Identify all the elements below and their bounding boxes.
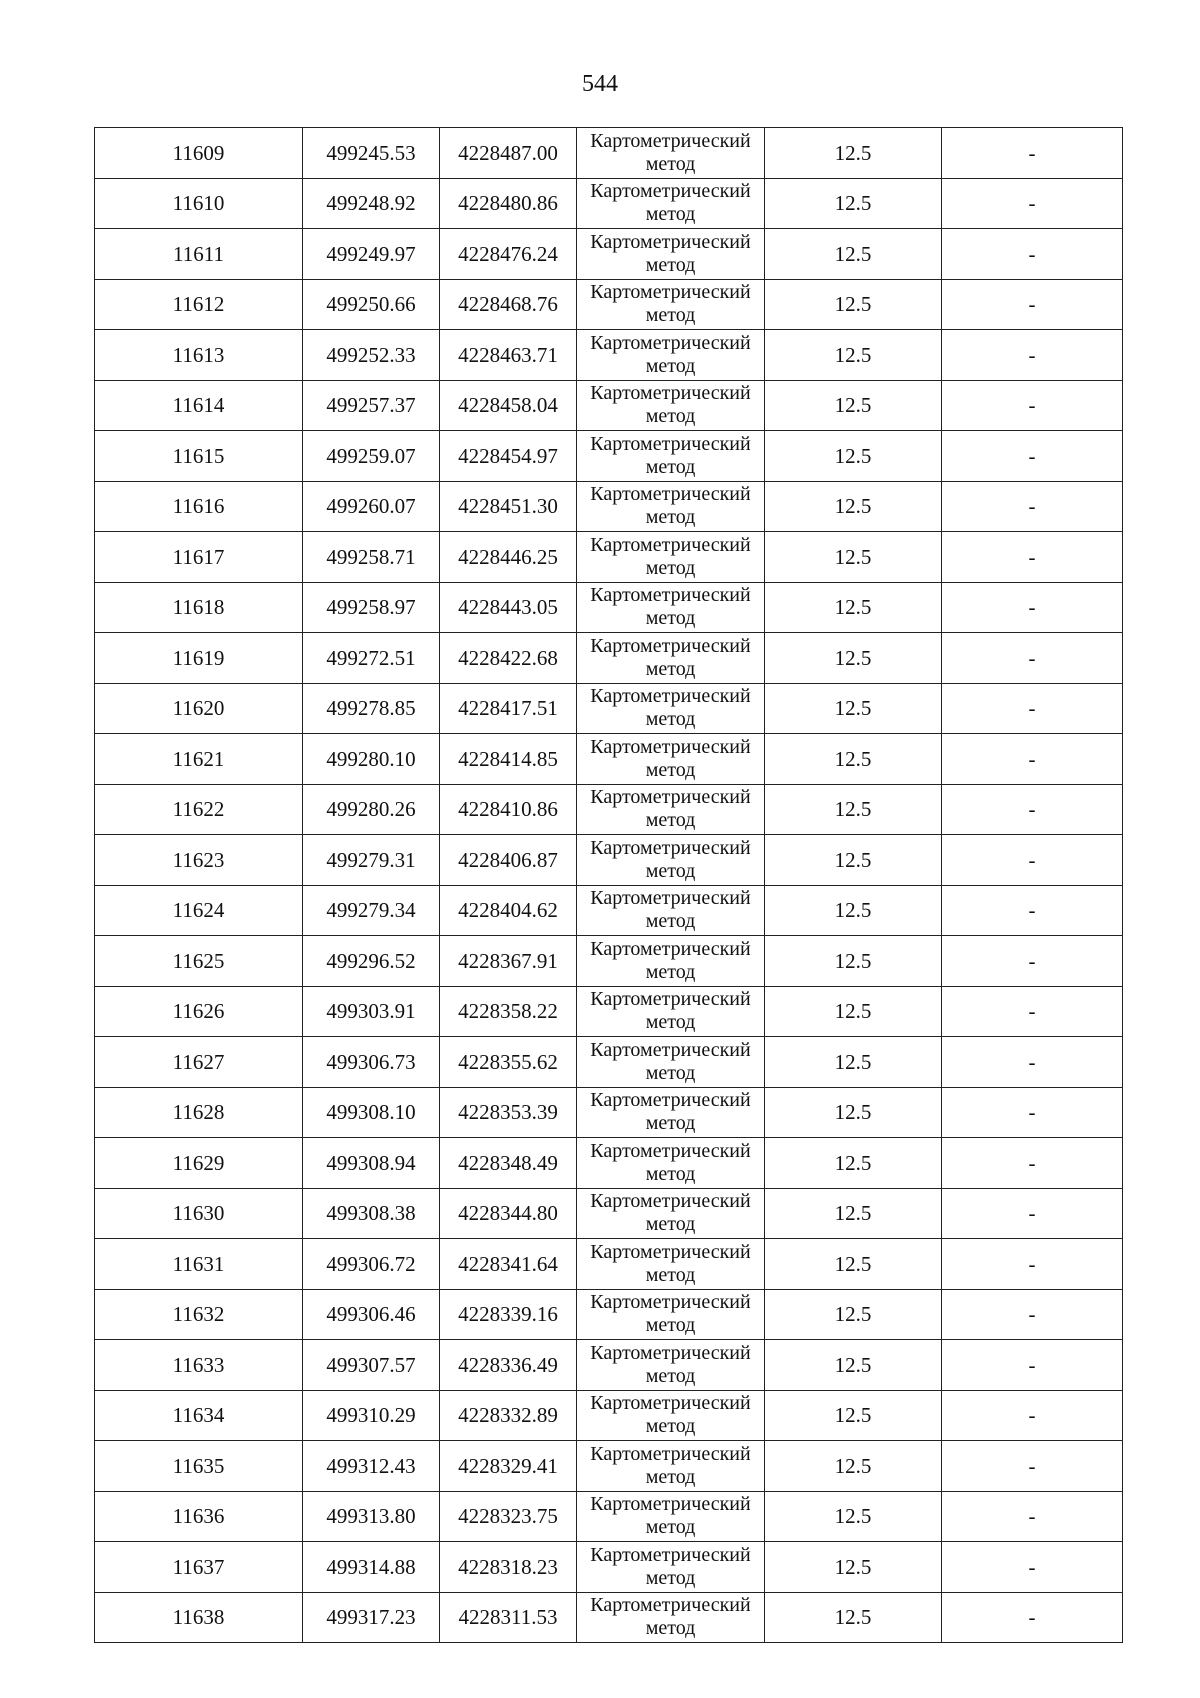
method-line-1: Картометрический (590, 735, 751, 758)
description-cell: - (942, 1037, 1123, 1088)
description-cell: - (942, 986, 1123, 1037)
point-number-cell: 11616 (95, 481, 303, 532)
x-coordinate-cell: 499313.80 (303, 1491, 440, 1542)
precision-cell: 12.5 (765, 835, 942, 886)
y-coordinate-cell: 4228339.16 (440, 1289, 577, 1340)
method-cell (577, 835, 765, 886)
table-row (95, 986, 1123, 1037)
y-coordinate-cell: 4228311.53 (440, 1592, 577, 1643)
method-cell (577, 279, 765, 330)
x-coordinate-cell: 499312.43 (303, 1441, 440, 1492)
table-row (95, 128, 1123, 179)
method-line-2: метод (645, 657, 696, 680)
precision-cell: 12.5 (765, 734, 942, 785)
table-row (95, 1239, 1123, 1290)
method-line-1: Картометрический (590, 685, 751, 708)
y-coordinate-cell: 4228443.05 (440, 582, 577, 633)
description-cell: - (942, 1289, 1123, 1340)
table-row (95, 835, 1123, 886)
method-line-1: Картометрический (590, 1038, 751, 1061)
x-coordinate-cell: 499260.07 (303, 481, 440, 532)
method-line-1: Картометрический (590, 1291, 751, 1314)
x-coordinate-cell: 499310.29 (303, 1390, 440, 1441)
x-coordinate-cell: 499307.57 (303, 1340, 440, 1391)
y-coordinate-cell: 4228404.62 (440, 885, 577, 936)
method-line-1: Картометрический (590, 382, 751, 405)
point-number-cell: 11636 (95, 1491, 303, 1542)
point-number-cell: 11611 (95, 229, 303, 280)
table-row (95, 279, 1123, 330)
method-line-1: Картометрический (590, 937, 751, 960)
x-coordinate-cell: 499308.38 (303, 1188, 440, 1239)
precision-cell: 12.5 (765, 1188, 942, 1239)
table-row (95, 481, 1123, 532)
method-line-2: метод (645, 253, 696, 276)
description-cell: - (942, 178, 1123, 229)
point-number-cell: 11624 (95, 885, 303, 936)
method-cell (577, 1441, 765, 1492)
method-line-2: метод (645, 1213, 696, 1236)
method-line-1: Картометрический (590, 331, 751, 354)
y-coordinate-cell: 4228348.49 (440, 1138, 577, 1189)
table-row (95, 784, 1123, 835)
table-row (95, 633, 1123, 684)
method-line-1: Картометрический (590, 483, 751, 506)
method-line-1: Картометрический (590, 129, 751, 152)
x-coordinate-cell: 499296.52 (303, 936, 440, 987)
page-number: 544 (582, 71, 618, 97)
y-coordinate-cell: 4228341.64 (440, 1239, 577, 1290)
method-line-1: Картометрический (590, 1543, 751, 1566)
method-line-1: Картометрический (590, 432, 751, 455)
method-line-2: метод (645, 203, 696, 226)
point-number-cell: 11634 (95, 1390, 303, 1441)
x-coordinate-cell: 499303.91 (303, 986, 440, 1037)
description-cell: - (942, 683, 1123, 734)
precision-cell: 12.5 (765, 128, 942, 179)
point-number-cell: 11610 (95, 178, 303, 229)
x-coordinate-cell: 499308.10 (303, 1087, 440, 1138)
precision-cell: 12.5 (765, 936, 942, 987)
method-cell (577, 1087, 765, 1138)
method-line-1: Картометрический (590, 1139, 751, 1162)
table-row (95, 582, 1123, 633)
method-cell (577, 1592, 765, 1643)
method-cell (577, 1289, 765, 1340)
table-row (95, 1390, 1123, 1441)
table-row (95, 431, 1123, 482)
description-cell: - (942, 279, 1123, 330)
point-number-cell: 11629 (95, 1138, 303, 1189)
method-cell (577, 1491, 765, 1542)
x-coordinate-cell: 499279.34 (303, 885, 440, 936)
table-row (95, 1592, 1123, 1643)
method-line-2: метод (645, 859, 696, 882)
precision-cell: 12.5 (765, 1491, 942, 1542)
x-coordinate-cell: 499308.94 (303, 1138, 440, 1189)
method-line-1: Картометрический (590, 988, 751, 1011)
method-cell (577, 128, 765, 179)
precision-cell: 12.5 (765, 683, 942, 734)
method-line-2: метод (645, 304, 696, 327)
method-line-1: Картометрический (590, 1594, 751, 1617)
precision-cell: 12.5 (765, 431, 942, 482)
method-line-1: Картометрический (590, 836, 751, 859)
point-number-cell: 11626 (95, 986, 303, 1037)
method-line-2: метод (645, 1566, 696, 1589)
method-line-2: метод (645, 455, 696, 478)
method-line-2: метод (645, 1263, 696, 1286)
description-cell: - (942, 936, 1123, 987)
method-line-2: метод (645, 1061, 696, 1084)
y-coordinate-cell: 4228367.91 (440, 936, 577, 987)
table-row (95, 229, 1123, 280)
table-row (95, 532, 1123, 583)
method-line-1: Картометрический (590, 786, 751, 809)
method-line-2: метод (645, 1465, 696, 1488)
method-line-1: Картометрический (590, 1442, 751, 1465)
table-row (95, 1340, 1123, 1391)
method-line-1: Картометрический (590, 1089, 751, 1112)
y-coordinate-cell: 4228318.23 (440, 1542, 577, 1593)
y-coordinate-cell: 4228487.00 (440, 128, 577, 179)
point-number-cell: 11623 (95, 835, 303, 886)
y-coordinate-cell: 4228329.41 (440, 1441, 577, 1492)
method-line-1: Картометрический (590, 1493, 751, 1516)
method-line-2: метод (645, 1364, 696, 1387)
y-coordinate-cell: 4228417.51 (440, 683, 577, 734)
table-row (95, 178, 1123, 229)
method-cell (577, 936, 765, 987)
table-row (95, 1188, 1123, 1239)
method-line-2: метод (645, 607, 696, 630)
table-row (95, 1542, 1123, 1593)
point-number-cell: 11618 (95, 582, 303, 633)
method-cell (577, 330, 765, 381)
precision-cell: 12.5 (765, 481, 942, 532)
method-cell (577, 481, 765, 532)
table-row (95, 734, 1123, 785)
precision-cell: 12.5 (765, 330, 942, 381)
y-coordinate-cell: 4228454.97 (440, 431, 577, 482)
description-cell: - (942, 633, 1123, 684)
method-line-2: метод (645, 506, 696, 529)
table-row (95, 1491, 1123, 1542)
description-cell: - (942, 532, 1123, 583)
point-number-cell: 11631 (95, 1239, 303, 1290)
table-body (95, 128, 1123, 1643)
point-number-cell: 11621 (95, 734, 303, 785)
x-coordinate-cell: 499314.88 (303, 1542, 440, 1593)
precision-cell: 12.5 (765, 229, 942, 280)
description-cell: - (942, 1441, 1123, 1492)
point-number-cell: 11633 (95, 1340, 303, 1391)
method-line-1: Картометрический (590, 533, 751, 556)
x-coordinate-cell: 499272.51 (303, 633, 440, 684)
method-cell (577, 1390, 765, 1441)
description-cell: - (942, 1138, 1123, 1189)
table-row (95, 683, 1123, 734)
method-line-2: метод (645, 152, 696, 175)
x-coordinate-cell: 499250.66 (303, 279, 440, 330)
y-coordinate-cell: 4228410.86 (440, 784, 577, 835)
description-cell: - (942, 380, 1123, 431)
description-cell: - (942, 1087, 1123, 1138)
method-line-2: метод (645, 960, 696, 983)
method-cell (577, 633, 765, 684)
method-line-1: Картометрический (590, 887, 751, 910)
method-line-2: метод (645, 354, 696, 377)
y-coordinate-cell: 4228480.86 (440, 178, 577, 229)
point-number-cell: 11614 (95, 380, 303, 431)
x-coordinate-cell: 499252.33 (303, 330, 440, 381)
precision-cell: 12.5 (765, 633, 942, 684)
table-row (95, 936, 1123, 987)
method-cell (577, 986, 765, 1037)
y-coordinate-cell: 4228476.24 (440, 229, 577, 280)
precision-cell: 12.5 (765, 1289, 942, 1340)
y-coordinate-cell: 4228336.49 (440, 1340, 577, 1391)
table-row (95, 330, 1123, 381)
description-cell: - (942, 835, 1123, 886)
method-line-2: метод (645, 1162, 696, 1185)
description-cell: - (942, 1542, 1123, 1593)
method-line-1: Картометрический (590, 1240, 751, 1263)
description-cell: - (942, 734, 1123, 785)
precision-cell: 12.5 (765, 1441, 942, 1492)
method-line-2: метод (645, 708, 696, 731)
description-cell: - (942, 885, 1123, 936)
method-cell (577, 683, 765, 734)
precision-cell: 12.5 (765, 1542, 942, 1593)
method-line-1: Картометрический (590, 180, 751, 203)
y-coordinate-cell: 4228406.87 (440, 835, 577, 886)
precision-cell: 12.5 (765, 279, 942, 330)
point-number-cell: 11612 (95, 279, 303, 330)
method-cell (577, 178, 765, 229)
x-coordinate-cell: 499280.10 (303, 734, 440, 785)
point-number-cell: 11619 (95, 633, 303, 684)
point-number-cell: 11625 (95, 936, 303, 987)
point-number-cell: 11627 (95, 1037, 303, 1088)
method-cell (577, 1188, 765, 1239)
description-cell: - (942, 1340, 1123, 1391)
point-number-cell: 11620 (95, 683, 303, 734)
coordinates-table (94, 127, 1123, 1643)
table-row (95, 885, 1123, 936)
y-coordinate-cell: 4228323.75 (440, 1491, 577, 1542)
description-cell: - (942, 128, 1123, 179)
method-cell (577, 1542, 765, 1593)
point-number-cell: 11637 (95, 1542, 303, 1593)
precision-cell: 12.5 (765, 178, 942, 229)
table-row (95, 1138, 1123, 1189)
y-coordinate-cell: 4228422.68 (440, 633, 577, 684)
method-line-1: Картометрический (590, 634, 751, 657)
method-line-2: метод (645, 809, 696, 832)
method-cell (577, 1037, 765, 1088)
point-number-cell: 11632 (95, 1289, 303, 1340)
table-row (95, 1037, 1123, 1088)
method-cell (577, 229, 765, 280)
description-cell: - (942, 1491, 1123, 1542)
description-cell: - (942, 1188, 1123, 1239)
method-line-1: Картометрический (590, 1190, 751, 1213)
table-row (95, 1087, 1123, 1138)
y-coordinate-cell: 4228468.76 (440, 279, 577, 330)
method-line-1: Картометрический (590, 230, 751, 253)
method-cell (577, 380, 765, 431)
description-cell: - (942, 1390, 1123, 1441)
x-coordinate-cell: 499280.26 (303, 784, 440, 835)
description-cell: - (942, 582, 1123, 633)
x-coordinate-cell: 499258.71 (303, 532, 440, 583)
method-cell (577, 431, 765, 482)
precision-cell: 12.5 (765, 532, 942, 583)
precision-cell: 12.5 (765, 1037, 942, 1088)
y-coordinate-cell: 4228451.30 (440, 481, 577, 532)
method-line-2: метод (645, 1516, 696, 1539)
x-coordinate-cell: 499279.31 (303, 835, 440, 886)
description-cell: - (942, 431, 1123, 482)
point-number-cell: 11609 (95, 128, 303, 179)
method-line-1: Картометрический (590, 281, 751, 304)
precision-cell: 12.5 (765, 1239, 942, 1290)
method-line-2: метод (645, 405, 696, 428)
precision-cell: 12.5 (765, 1138, 942, 1189)
method-line-2: метод (645, 1314, 696, 1337)
description-cell: - (942, 229, 1123, 280)
description-cell: - (942, 330, 1123, 381)
precision-cell: 12.5 (765, 1592, 942, 1643)
method-line-2: метод (645, 1415, 696, 1438)
x-coordinate-cell: 499248.92 (303, 178, 440, 229)
x-coordinate-cell: 499258.97 (303, 582, 440, 633)
description-cell: - (942, 784, 1123, 835)
precision-cell: 12.5 (765, 1390, 942, 1441)
y-coordinate-cell: 4228344.80 (440, 1188, 577, 1239)
y-coordinate-cell: 4228446.25 (440, 532, 577, 583)
method-cell (577, 1138, 765, 1189)
table-row (95, 1289, 1123, 1340)
description-cell: - (942, 481, 1123, 532)
method-line-2: метод (645, 910, 696, 933)
method-line-2: метод (645, 556, 696, 579)
x-coordinate-cell: 499317.23 (303, 1592, 440, 1643)
x-coordinate-cell: 499278.85 (303, 683, 440, 734)
y-coordinate-cell: 4228358.22 (440, 986, 577, 1037)
method-line-2: метод (645, 1011, 696, 1034)
x-coordinate-cell: 499249.97 (303, 229, 440, 280)
method-cell (577, 1340, 765, 1391)
table-row (95, 380, 1123, 431)
method-line-1: Картометрический (590, 1392, 751, 1415)
precision-cell: 12.5 (765, 380, 942, 431)
x-coordinate-cell: 499259.07 (303, 431, 440, 482)
point-number-cell: 11615 (95, 431, 303, 482)
description-cell: - (942, 1592, 1123, 1643)
precision-cell: 12.5 (765, 1087, 942, 1138)
method-cell (577, 885, 765, 936)
x-coordinate-cell: 499306.73 (303, 1037, 440, 1088)
point-number-cell: 11622 (95, 784, 303, 835)
method-cell (577, 582, 765, 633)
table-row (95, 1441, 1123, 1492)
method-cell (577, 532, 765, 583)
y-coordinate-cell: 4228414.85 (440, 734, 577, 785)
x-coordinate-cell: 499257.37 (303, 380, 440, 431)
point-number-cell: 11628 (95, 1087, 303, 1138)
y-coordinate-cell: 4228463.71 (440, 330, 577, 381)
method-line-1: Картометрический (590, 1341, 751, 1364)
y-coordinate-cell: 4228332.89 (440, 1390, 577, 1441)
method-line-2: метод (645, 1112, 696, 1135)
method-line-2: метод (645, 1617, 696, 1640)
x-coordinate-cell: 499306.72 (303, 1239, 440, 1290)
point-number-cell: 11617 (95, 532, 303, 583)
y-coordinate-cell: 4228353.39 (440, 1087, 577, 1138)
method-line-1: Картометрический (590, 584, 751, 607)
precision-cell: 12.5 (765, 885, 942, 936)
precision-cell: 12.5 (765, 582, 942, 633)
x-coordinate-cell: 499245.53 (303, 128, 440, 179)
point-number-cell: 11613 (95, 330, 303, 381)
x-coordinate-cell: 499306.46 (303, 1289, 440, 1340)
precision-cell: 12.5 (765, 784, 942, 835)
y-coordinate-cell: 4228355.62 (440, 1037, 577, 1088)
method-cell (577, 784, 765, 835)
method-cell (577, 734, 765, 785)
precision-cell: 12.5 (765, 986, 942, 1037)
point-number-cell: 11638 (95, 1592, 303, 1643)
y-coordinate-cell: 4228458.04 (440, 380, 577, 431)
point-number-cell: 11635 (95, 1441, 303, 1492)
description-cell: - (942, 1239, 1123, 1290)
point-number-cell: 11630 (95, 1188, 303, 1239)
method-cell (577, 1239, 765, 1290)
method-line-2: метод (645, 758, 696, 781)
precision-cell: 12.5 (765, 1340, 942, 1391)
